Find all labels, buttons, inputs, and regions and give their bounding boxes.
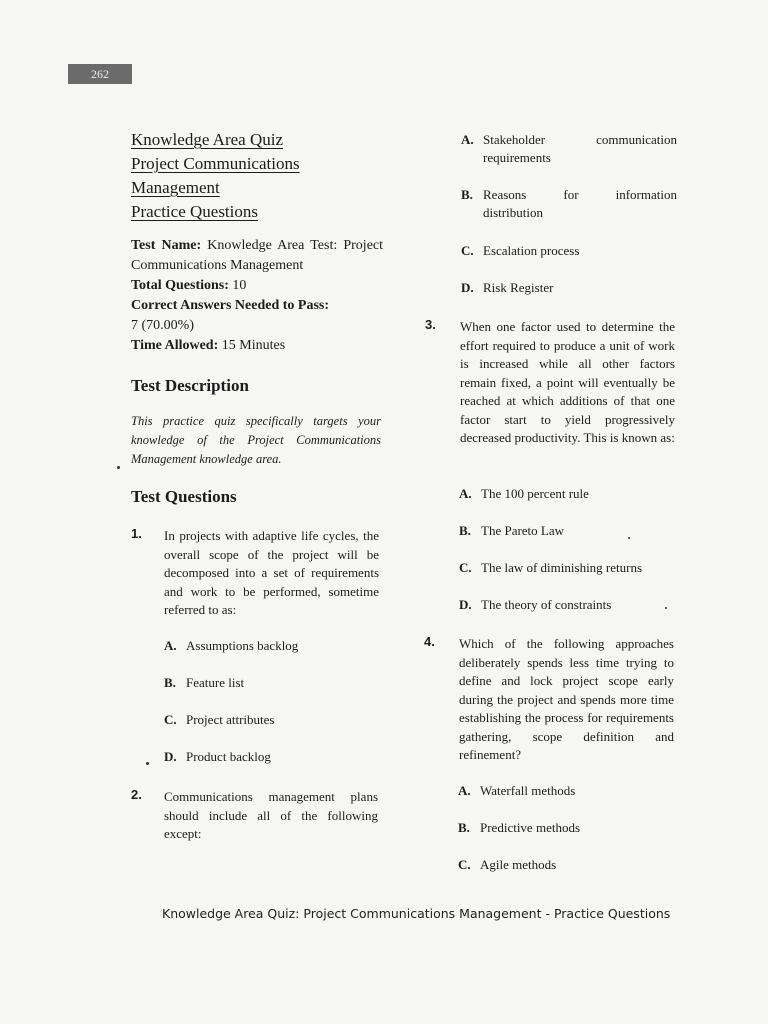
test-description-text: This practice quiz specifically targets your knowledge of the Project Communications Management knowledge area. — [131, 414, 381, 466]
correct-needed-value: 7 (70.00%) — [131, 318, 194, 333]
answer-option: B. Reasons for information distribution — [461, 187, 677, 220]
answer-option: A. Waterfall methods — [458, 783, 576, 798]
answer-option: A. Assumptions backlog — [164, 638, 299, 653]
test-questions-heading: Test Questions — [131, 487, 237, 506]
time-allowed: Time Allowed: 15 Minutes — [131, 338, 286, 353]
total-questions: Total Questions: 10 — [131, 278, 247, 293]
scan-speck — [665, 607, 667, 609]
scan-speck — [628, 537, 630, 539]
answer-option: C. Project attributes — [164, 712, 275, 727]
answer-option: A. Stakeholder communication requirements — [461, 132, 677, 165]
scan-speck — [117, 466, 120, 469]
answer-option: C. Escalation process — [461, 243, 580, 258]
question-text: Communications management plans should include all of the following except: — [164, 789, 378, 841]
question-number: 3. — [425, 317, 436, 332]
question-text: In projects with adaptive life cycles, the overall scope of the project will be decomposed into a set of requirements and work to be performed, sometime referred to as: — [164, 528, 379, 617]
answer-option: B. Feature list — [164, 675, 245, 690]
question-text: When one factor used to determine the effort required to produce a unit of work is increased while all other factors remain fixed, a point will eventually be reached at which additions of that one factor start to yield progressively decreased productivity. This is known as: — [460, 319, 675, 445]
answer-option: D. Product backlog — [164, 749, 271, 764]
answer-option: D. Risk Register — [461, 280, 554, 295]
question-number: 1. — [131, 526, 142, 541]
page-number: 262 — [68, 64, 132, 84]
question-text: Which of the following approaches deliberately spends less time trying to define and lock project scope early during the project and spends more time establishing the process for requirements gathering, scope definition and refinement? — [459, 636, 674, 762]
answer-option: B. Predictive methods — [458, 820, 581, 835]
answer-option: C. The law of diminishing returns — [459, 560, 643, 575]
document-title — [131, 128, 391, 224]
test-description-heading: Test Description — [131, 376, 249, 395]
title-line: Knowledge Area Quiz — [131, 130, 284, 149]
title-line: Practice Questions — [131, 202, 258, 221]
page-footer: Knowledge Area Quiz: Project Communications Management - Practice Questions — [162, 906, 671, 921]
correct-needed: Correct Answers Needed to Pass: — [131, 298, 330, 313]
scan-speck — [146, 762, 149, 765]
answer-option: D. The theory of constraints — [459, 597, 612, 612]
question-number: 2. — [131, 787, 142, 802]
test-name: Test Name: Knowledge Area Test: Project Communications Management — [131, 238, 384, 273]
answer-option: A. The 100 percent rule — [459, 486, 589, 501]
title-line: Project Communications — [131, 154, 300, 173]
question-number: 4. — [424, 634, 435, 649]
test-meta — [131, 236, 383, 356]
answer-option: C. Agile methods — [458, 857, 557, 872]
title-line: Management — [131, 178, 220, 197]
answer-option: B. The Pareto Law — [459, 523, 565, 538]
